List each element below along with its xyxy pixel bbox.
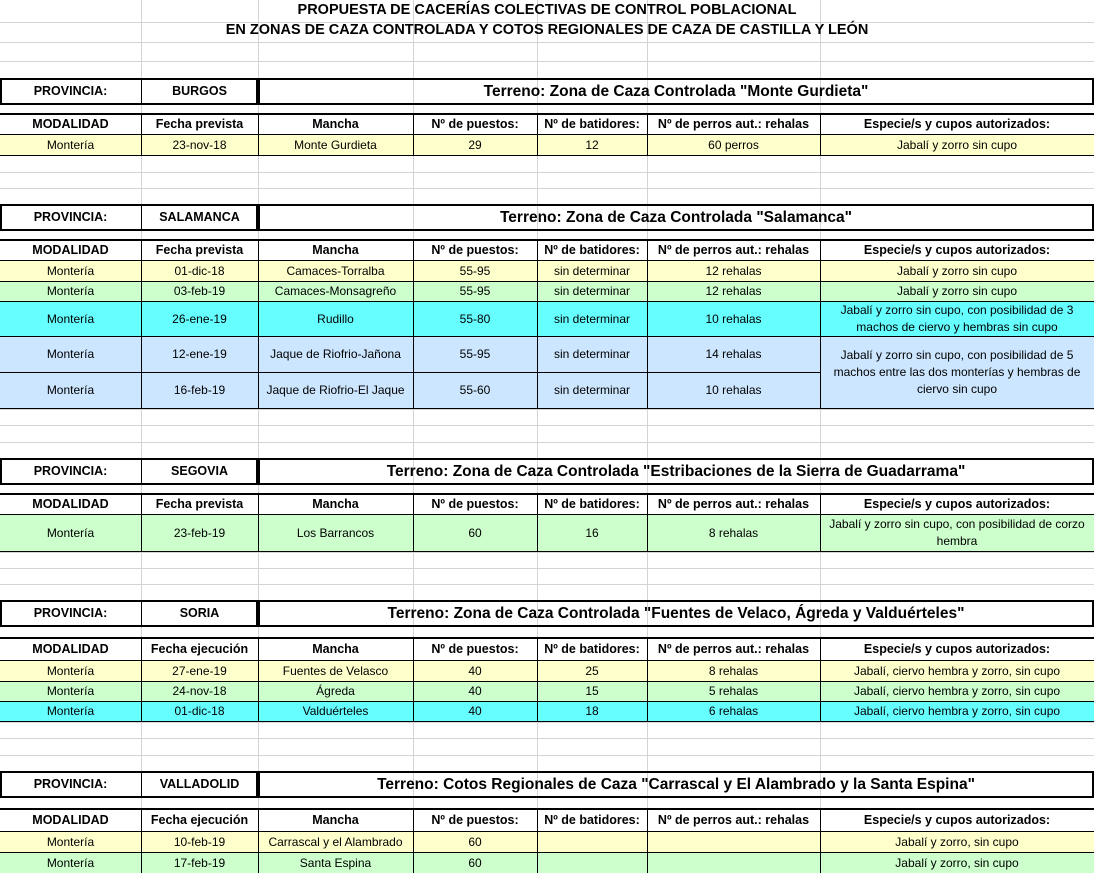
provincia-label: PROVINCIA: [33, 776, 108, 791]
cell-mancha: Camaces-Torralba [286, 263, 385, 278]
cell-mancha: Rudillo [317, 311, 354, 326]
provincia-value: SEGOVIA [171, 463, 228, 478]
cell-fecha: 01-dic-18 [174, 263, 225, 278]
cell-batidores: sin determinar [553, 347, 631, 362]
cell-batidores: 18 [585, 704, 599, 719]
cell-fecha: 01-dic-18 [174, 704, 225, 719]
terreno-title: Terreno: Zona de Caza Controlada "Salamanca" [499, 208, 853, 226]
cell-modalidad: Montería [46, 347, 95, 362]
cell-modalidad: Montería [46, 525, 95, 540]
provincia-label: PROVINCIA: [33, 83, 108, 98]
cell-fecha: 10-feb-19 [173, 834, 226, 849]
cell-perros: 10 rehalas [705, 383, 762, 398]
cell-puestos: 40 [468, 663, 482, 678]
header-mancha: Mancha [312, 242, 359, 257]
cell-puestos: 60 [468, 855, 482, 870]
cell-fecha: 26-ene-19 [172, 311, 227, 326]
cell-especies-merged: Jabalí y zorro sin cupo, con posibilidad de 5 machos entre las dos monterías y hembras de ciervo sin cupo [833, 348, 1081, 396]
cell-fecha: 12-ene-19 [172, 347, 227, 362]
header-modalidad: MODALIDAD [32, 641, 109, 656]
header-batidores: Nº de batidores: [544, 242, 640, 257]
header-fecha: Fecha prevista [155, 496, 244, 511]
header-mancha: Mancha [312, 812, 359, 827]
cell-fecha: 23-nov-18 [172, 137, 227, 152]
terreno-title: Terreno: Zona de Caza Controlada "Fuentes de Velaco, Ágreda y Valduérteles" [387, 604, 965, 622]
cell-perros [647, 832, 820, 852]
page-title: PROPUESTA DE CACERÍAS COLECTIVAS DE CONTROL POBLACIONAL [297, 2, 797, 18]
cell-puestos: 55-60 [459, 383, 491, 398]
header-especies: Especie/s y cupos autorizados: [863, 812, 1051, 827]
cell-batidores: 15 [585, 684, 599, 699]
cell-modalidad: Montería [46, 284, 95, 299]
terreno-title: Terreno: Zona de Caza Controlada "Monte Gurdieta" [483, 82, 869, 100]
cell-fecha: 27-ene-19 [172, 663, 227, 678]
cell-modalidad: Montería [46, 704, 95, 719]
cell-mancha: Los Barrancos [296, 525, 375, 540]
header-batidores: Nº de batidores: [544, 812, 640, 827]
cell-batidores: sin determinar [553, 383, 631, 398]
provincia-label: PROVINCIA: [33, 463, 108, 478]
cell-mancha: Valduérteles [302, 704, 369, 719]
cell-modalidad: Montería [46, 684, 95, 699]
cell-batidores [537, 832, 647, 852]
cell-puestos: 55-95 [459, 284, 491, 299]
cell-perros: 6 rehalas [708, 704, 759, 719]
cell-puestos: 60 [468, 834, 482, 849]
header-especies: Especie/s y cupos autorizados: [863, 496, 1051, 511]
cell-perros: 14 rehalas [705, 347, 762, 362]
cell-puestos: 40 [468, 684, 482, 699]
header-batidores: Nº de batidores: [544, 116, 640, 131]
header-mancha: Mancha [312, 496, 359, 511]
cell-perros: 8 rehalas [708, 525, 759, 540]
cell-especies: Jabalí, ciervo hembra y zorro, sin cupo [853, 663, 1061, 678]
header-puestos: Nº de puestos: [431, 496, 519, 511]
cell-fecha: 17-feb-19 [173, 855, 226, 870]
cell-batidores: 12 [585, 137, 599, 152]
cell-perros: 5 rehalas [708, 684, 759, 699]
cell-perros: 8 rehalas [708, 663, 759, 678]
cell-modalidad: Montería [46, 383, 95, 398]
cell-perros: 10 rehalas [705, 311, 762, 326]
header-batidores: Nº de batidores: [544, 496, 640, 511]
cell-especies: Jabalí y zorro sin cupo [896, 284, 1018, 299]
cell-especies: Jabalí, ciervo hembra y zorro, sin cupo [853, 684, 1061, 699]
header-fecha: Fecha prevista [155, 116, 244, 131]
cell-puestos: 40 [468, 704, 482, 719]
provincia-value: SORIA [179, 605, 220, 620]
header-puestos: Nº de puestos: [431, 242, 519, 257]
header-puestos: Nº de puestos: [431, 812, 519, 827]
cell-mancha: Fuentes de Velasco [282, 663, 389, 678]
header-perros: Nº de perros aut.: rehalas [657, 812, 810, 827]
cell-batidores: sin determinar [553, 311, 631, 326]
cell-puestos: 55-95 [459, 263, 491, 278]
cell-especies: Jabalí y zorro, sin cupo [895, 855, 1019, 870]
header-fecha: Fecha prevista [155, 242, 244, 257]
header-fecha: Fecha ejecución [150, 641, 249, 656]
cell-especies: Jabalí, ciervo hembra y zorro, sin cupo [853, 704, 1061, 719]
cell-fecha: 23-feb-19 [173, 525, 226, 540]
header-perros: Nº de perros aut.: rehalas [657, 116, 810, 131]
cell-batidores: sin determinar [553, 263, 631, 278]
header-modalidad: MODALIDAD [32, 242, 109, 257]
cell-fecha: 03-feb-19 [173, 284, 226, 299]
provincia-value: VALLADOLID [159, 776, 240, 791]
cell-mancha: Jaque de Riofrio-El Jaque [266, 383, 405, 398]
header-fecha: Fecha ejecución [150, 812, 249, 827]
header-mancha: Mancha [312, 641, 359, 656]
cell-especies: Jabalí y zorro sin cupo, con posibilidad de 3 machos de ciervo y hembras sin cupo [840, 303, 1074, 334]
cell-batidores: 16 [585, 525, 599, 540]
cell-perros: 12 rehalas [705, 263, 762, 278]
cell-perros: 60 perros [708, 137, 759, 152]
header-modalidad: MODALIDAD [32, 116, 109, 131]
cell-puestos: 29 [468, 137, 482, 152]
cell-batidores: sin determinar [553, 284, 631, 299]
cell-fecha: 24-nov-18 [172, 684, 227, 699]
cell-modalidad: Montería [46, 855, 95, 870]
header-batidores: Nº de batidores: [544, 641, 640, 656]
page-subtitle: EN ZONAS DE CAZA CONTROLADA Y COTOS REGIONALES DE CAZA DE CASTILLA Y LEÓN [225, 22, 869, 38]
cell-modalidad: Montería [46, 834, 95, 849]
cell-especies: Jabalí y zorro sin cupo [896, 263, 1018, 278]
header-puestos: Nº de puestos: [431, 116, 519, 131]
header-especies: Especie/s y cupos autorizados: [863, 641, 1051, 656]
cell-puestos: 55-95 [459, 347, 491, 362]
header-modalidad: MODALIDAD [32, 812, 109, 827]
cell-fecha: 16-feb-19 [173, 383, 226, 398]
cell-modalidad: Montería [46, 263, 95, 278]
cell-mancha: Santa Espina [299, 855, 372, 870]
cell-mancha: Jaque de Riofrio-Jañona [270, 347, 401, 362]
header-perros: Nº de perros aut.: rehalas [657, 641, 810, 656]
cell-mancha: Camaces-Monsagreño [274, 284, 397, 299]
cell-batidores [537, 853, 647, 873]
cell-mancha: Monte Gurdieta [294, 137, 377, 152]
cell-especies: Jabalí y zorro sin cupo [896, 137, 1018, 152]
cell-batidores: 25 [585, 663, 599, 678]
header-modalidad: MODALIDAD [32, 496, 109, 511]
cell-mancha: Carrascal y el Alambrado [268, 834, 403, 849]
cell-especies: Jabalí y zorro sin cupo, con posibilidad de corzo hembra [829, 517, 1085, 548]
cell-modalidad: Montería [46, 311, 95, 326]
header-mancha: Mancha [312, 116, 359, 131]
cell-mancha: Ágreda [316, 684, 355, 699]
provincia-label: PROVINCIA: [33, 605, 108, 620]
provincia-value: SALAMANCA [159, 209, 240, 224]
provincia-value: BURGOS [172, 83, 227, 98]
cell-especies: Jabalí y zorro, sin cupo [895, 834, 1019, 849]
terreno-title: Terreno: Zona de Caza Controlada "Estribaciones de la Sierra de Guadarrama" [386, 462, 966, 480]
cell-puestos: 60 [468, 525, 482, 540]
cell-perros: 12 rehalas [705, 284, 762, 299]
terreno-title: Terreno: Cotos Regionales de Caza "Carrascal y El Alambrado y la Santa Espina" [377, 775, 975, 793]
cell-perros [647, 853, 820, 873]
cell-modalidad: Montería [46, 663, 95, 678]
header-especies: Especie/s y cupos autorizados: [863, 116, 1051, 131]
provincia-label: PROVINCIA: [33, 209, 108, 224]
header-perros: Nº de perros aut.: rehalas [657, 242, 810, 257]
header-especies: Especie/s y cupos autorizados: [863, 242, 1051, 257]
cell-modalidad: Montería [46, 137, 95, 152]
header-puestos: Nº de puestos: [431, 641, 519, 656]
header-perros: Nº de perros aut.: rehalas [657, 496, 810, 511]
cell-puestos: 55-80 [459, 311, 491, 326]
